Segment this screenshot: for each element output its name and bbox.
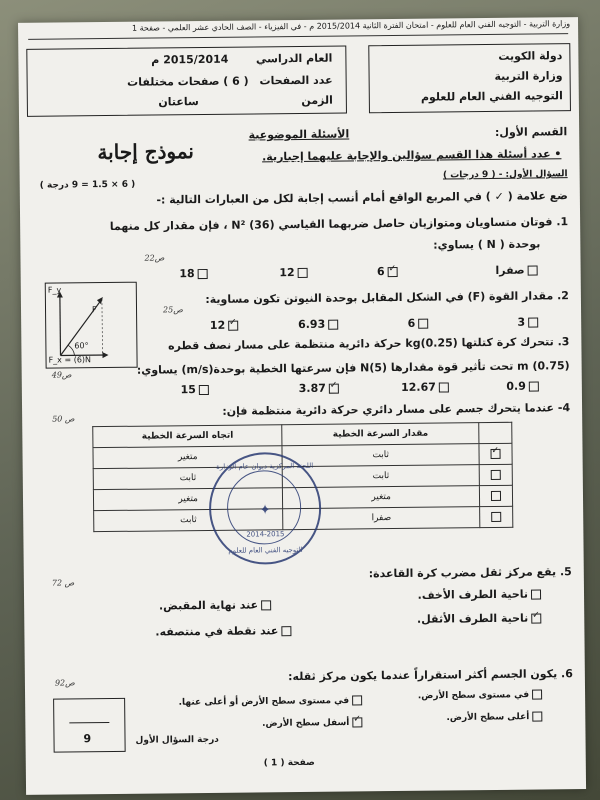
time-label: الزمن <box>301 93 333 107</box>
cell-speed: صفرا <box>283 507 480 530</box>
page-number: صفحة ( 1 ) <box>263 757 315 769</box>
pages-label: عدد الصفحات <box>259 73 333 88</box>
q2-checkbox-3[interactable] <box>328 320 338 330</box>
q3-option-3[interactable]: ✓3.87 <box>299 382 342 395</box>
stamp-line-1: اللجنة المركزية ديوان عام الوزارة <box>216 461 314 471</box>
q2-figure-box <box>45 282 138 369</box>
q6-checkbox-4[interactable] <box>352 717 362 727</box>
q3-checkbox-4[interactable] <box>199 385 209 395</box>
q2-checkbox-4[interactable] <box>228 321 238 331</box>
q5-checkbox-4[interactable] <box>281 626 291 636</box>
q2-ref: ص25 <box>162 305 183 315</box>
q1-checkbox-2[interactable] <box>388 267 398 277</box>
ministry-country: دولة الكويت <box>498 49 563 63</box>
q2-option-1[interactable]: 3 <box>517 315 541 328</box>
q1-ref: ص22 <box>144 253 165 263</box>
score-formula: ( 6 × 1.5 = 9 درجة ) <box>39 179 136 191</box>
q5-option-3[interactable]: ✓ناحية الطرف الأثقل. <box>417 611 544 625</box>
stamp-emblem-icon: ✦ <box>259 502 272 519</box>
q4-checkbox-2[interactable] <box>491 470 501 480</box>
q4-checkbox-4[interactable] <box>491 512 501 522</box>
q1-option-1[interactable]: صفرا <box>495 263 540 276</box>
pages-value: ( 6 ) صفحات مختلفات <box>127 74 249 89</box>
q4-checkbox-1[interactable] <box>491 449 501 459</box>
q6-option-3[interactable]: أعلى سطح الأرض. <box>446 711 545 723</box>
q5-checkbox-3[interactable] <box>531 613 541 623</box>
q3-ref: ص49 <box>51 370 72 380</box>
col-header-speed: مقدار السرعة الخطية <box>282 423 479 446</box>
cell-direction: ثابت <box>94 509 284 532</box>
q3-checkbox-2[interactable] <box>439 382 449 392</box>
q3-stem: 3. تتحرك كرة كتلتها kg(0.25) حركة دائرية منتظمة على مسار نصف قطره <box>168 335 570 353</box>
fig-label-angle: 60° <box>74 341 89 351</box>
q1-option-2[interactable]: ✓6 <box>377 265 401 278</box>
q6-checkbox-1[interactable] <box>532 689 542 699</box>
grade-value: 9 <box>83 732 92 746</box>
cell-direction: متغير <box>93 446 283 469</box>
academic-year-label: العام الدراسي <box>255 51 333 66</box>
q2-option-3[interactable]: 6.93 <box>298 318 341 331</box>
section-subtitle: الأسئلة الموضوعية <box>248 127 350 142</box>
q6-option-4[interactable]: ✓أسفل سطح الأرض. <box>262 717 365 729</box>
q5-option-2[interactable]: عند نهاية المقبض. <box>159 598 274 612</box>
fig-label-f: F <box>91 305 97 315</box>
col-header-direction: اتجاه السرعة الخطية <box>93 425 283 448</box>
q1-header: السؤال الأول: - ( 9 درجات ) <box>442 169 568 181</box>
q5-option-1[interactable]: ناحية الطرف الأخف. <box>418 587 545 601</box>
academic-year-value: 2015/2014 م <box>151 52 229 67</box>
cell-speed: متغير <box>283 486 480 509</box>
header-divider <box>28 33 568 40</box>
q6-option-1[interactable]: في مستوى سطح الأرض. <box>418 689 545 701</box>
q3-option-1[interactable]: 0.9 <box>506 379 542 392</box>
official-stamp <box>209 452 322 565</box>
q3-checkbox-3[interactable] <box>329 384 339 394</box>
q5-option-4[interactable]: عند نقطة في منتصفه. <box>155 624 294 638</box>
q6-option-2[interactable]: في مستوى سطح الأرض أو أعلى عنها. <box>179 695 366 707</box>
q6-checkbox-3[interactable] <box>532 711 542 721</box>
q5-ref: ص 72 <box>51 578 75 588</box>
q1-option-3[interactable]: 12 <box>279 266 310 279</box>
section-title: القسم الأول: <box>494 125 568 139</box>
fig-label-fx: F_x = (6)N <box>48 355 92 365</box>
header-top-line: وزارة التربية - التوجيه الفني العام للعلوم - امتحان الفترة الثانية 2015/2014 م - في الفيزياء - الصف الحادي عشر العلمي - صفحة 1 <box>131 19 571 33</box>
q1-option-4[interactable]: 18 <box>179 267 210 280</box>
q6-stem: 6. يكون الجسم أكثر استقراراً عندما يكون مركز ثقله: <box>288 667 573 684</box>
stamp-year: 2014-2015 <box>246 530 285 539</box>
exam-paper <box>18 17 586 795</box>
q4-ref: ص 50 <box>52 414 75 424</box>
q6-ref: ص92 <box>54 678 75 688</box>
q4-stem: 4- عندما يتحرك جسم على مسار دائري حركة دائرية منتظمة فإن: <box>222 401 571 418</box>
q2-checkbox-1[interactable] <box>528 318 538 328</box>
fig-label-fy: F_y <box>47 285 62 295</box>
q3-option-2[interactable]: 12.67 <box>401 380 452 394</box>
q3-checkbox-1[interactable] <box>529 381 539 391</box>
q1-stem2: بوحدة ( N ) يساوي: <box>433 237 541 252</box>
q3-option-4[interactable]: 15 <box>180 383 211 396</box>
grade-label: درجة السؤال الأول <box>135 734 219 746</box>
cell-speed: ثابت <box>283 465 480 488</box>
q6-checkbox-2[interactable] <box>352 695 362 705</box>
q1-checkbox-1[interactable] <box>528 266 538 276</box>
instruction: ضع علامة ( ✓ ) في المربع الواقع أمام أنسب إجابة لكل من العبارات التالية :- <box>156 189 568 207</box>
q2-option-4[interactable]: ✓12 <box>210 319 241 332</box>
cell-direction: ثابت <box>93 467 283 490</box>
section-note: • عدد أسئلة هذا القسم سؤالين والإجابة عليهما إجبارية. <box>261 147 562 164</box>
q5-stem: 5. يقع مركز ثقل مضرب كرة القاعدة: <box>368 565 572 581</box>
q1-checkbox-3[interactable] <box>298 268 308 278</box>
ministry-name: وزارة التربية <box>494 69 563 83</box>
department-name: التوجيه الفني العام للعلوم <box>420 89 563 104</box>
q3-stem2: m (0.75) تحت تأثير قوة مقدارها N(5) فإن سرعتها الخطية بوحدة(m/s) يساوي: <box>136 359 570 377</box>
q2-checkbox-2[interactable] <box>418 319 428 329</box>
cell-direction: متغير <box>93 488 283 511</box>
q1-checkbox-4[interactable] <box>198 269 208 279</box>
q2-option-2[interactable]: 6 <box>407 317 431 330</box>
time-value: ساعتان <box>158 95 199 109</box>
q1-stem: 1. فوتان متساويان ومتوازيان حاصل ضربهما القياسي N² (36) ، فإن مقدار كل منهما <box>109 215 569 233</box>
q5-checkbox-1[interactable] <box>531 589 541 599</box>
q4-checkbox-3[interactable] <box>491 491 501 501</box>
cell-speed: ثابت <box>282 444 479 467</box>
stamp-line-2: التوجيه الفني العام للعلوم <box>228 545 303 555</box>
q5-checkbox-2[interactable] <box>261 600 271 610</box>
model-answer-handwritten: نموذج إجابة <box>97 139 195 165</box>
q2-stem: 2. مقدار القوة (F) في الشكل المقابل بوحدة النيوتن تكون مساوية: <box>205 289 569 306</box>
